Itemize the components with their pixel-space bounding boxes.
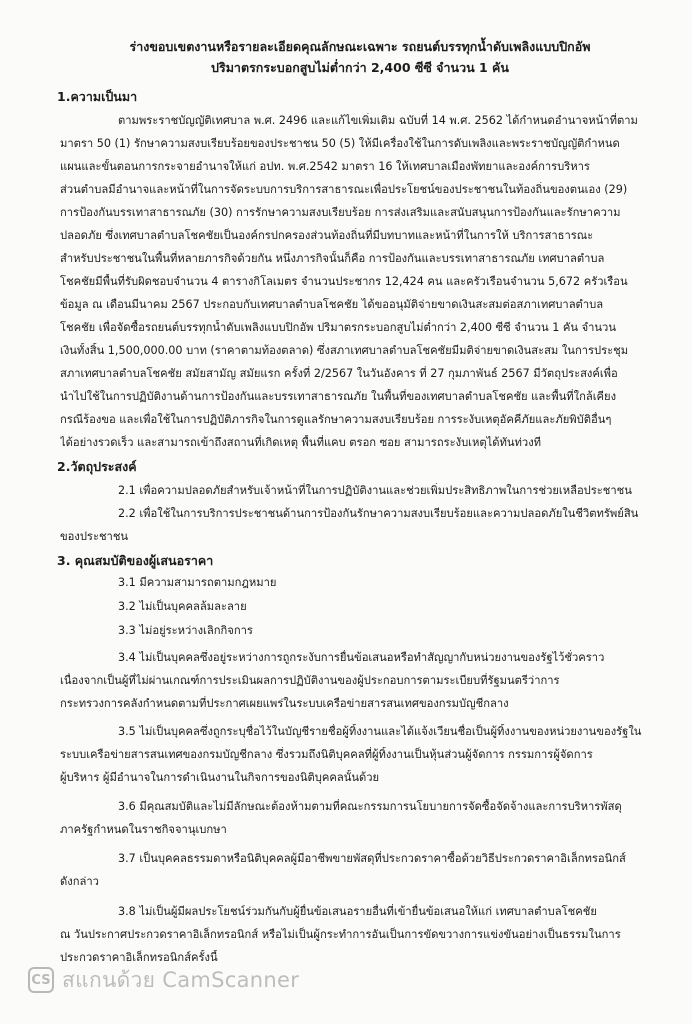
- paragraph-line: โชคชัย เพื่อจัดซื้อรถยนต์บรรทุกน้ำดับเพลิงแบบปิกอัพ ปริมาตรกระบอกสูบไม่ต่ำกว่า 2,400 ซีซี จำนวน 1 คัน จำนวน: [60, 321, 616, 334]
- paragraph-line: สภาเทศบาลตำบลโชคชัย สมัยสามัญ สมัยแรก ครั้งที่ 2/2567 ในวันอังคาร ที่ 27 กุมภาพันธ์ 2567 มีวัตถุประสงค์เพื่อ: [60, 367, 618, 380]
- paragraph-line: ดังกล่าว: [60, 875, 99, 888]
- paragraph-line: ระบบเครือข่ายสารสนเทศของกรมบัญชีกลาง ซึ่งรวมถึงนิติบุคคลที่ผู้ทิ้งงานเป็นหุ้นส่วนผู้จัดการ กรรมการผู้จัดการ: [60, 748, 593, 761]
- paragraph-line: ข้อมูล ณ เดือนมีนาคม 2567 ประกอบกับเทศบาลตำบลโชคชัย ได้ขออนุมัติจ่ายขาดเงินสะสมต่อสภาเทศบาลตำบล: [60, 298, 604, 311]
- camscanner-logo-icon: CS: [28, 967, 54, 993]
- camscanner-watermark: [28, 965, 299, 995]
- list-item: 3.3 ไม่อยู่ระหว่างเลิกกิจการ: [118, 624, 253, 637]
- paragraph-line: มาตรา 50 (1) รักษาความสงบเรียบร้อยของประชาชน 50 (5) ให้มีเครื่องใช้ในการดับเพลิงและพระราชบัญญัติกำหนด: [60, 137, 620, 150]
- paragraph-line: นำไปใช้ในการปฏิบัติงานด้านการป้องกันและบรรเทาสาธารณภัย ในพื้นที่ของเทศบาลตำบลโชคชัย และพื้นที่ใกล้เคียง: [60, 390, 617, 403]
- list-item: 3.1 มีความสามารถตามกฎหมาย: [118, 576, 277, 589]
- paragraph-line: กรณีร้องขอ และเพื่อใช้ในการปฏิบัติภารกิจในการดูแลรักษาความสงบเรียบร้อย การระงับเหตุอัคคีภัยและภัยพิบัติอื่นๆ: [60, 413, 612, 426]
- section-heading-objectives: 2.วัตถุประสงค์: [57, 459, 137, 474]
- paragraph-line: ของประชาชน: [60, 530, 129, 543]
- document-title-line-2: ปริมาตรกระบอกสูบไม่ต่ำกว่า 2,400 ซีซี จำนวน 1 คัน: [211, 60, 509, 75]
- paragraph-line: ผู้บริหาร ผู้มีอำนาจในการดำเนินงานในกิจการของนิติบุคคลนั้นด้วย: [60, 771, 380, 784]
- list-item: 3.4 ไม่เป็นบุคคลซึ่งอยู่ระหว่างการถูกระงับการยื่นข้อเสนอหรือทำสัญญากับหน่วยงานของรัฐไว้ชั่วคราว: [118, 651, 605, 664]
- paragraph-line: 2.1 เพื่อความปลอดภัยสำหรับเจ้าหน้าที่ในการปฏิบัติงานและช่วยเพิ่มประสิทธิภาพในการช่วยเหลือประชาชน: [118, 484, 632, 497]
- paragraph-line: ได้อย่างรวดเร็ว และสามารถเข้าถึงสถานที่เกิดเหตุ พื้นที่แคบ ตรอก ซอย สามารถระงับเหตุได้ทันท่วงที: [60, 436, 542, 449]
- paragraph-line: ภาครัฐกำหนดในราชกิจจานุเบกษา: [60, 823, 227, 836]
- document-title-line-1: ร่างขอบเขตงานหรือรายละเอียดคุณลักษณะเฉพาะ รถยนต์บรรทุกน้ำดับเพลิงแบบปิกอัพ: [129, 39, 591, 54]
- section-heading-qualifications: 3. คุณสมบัติของผู้เสนอราคา: [57, 553, 214, 568]
- paragraph-line: แผนและขั้นตอนการกระจายอำนาจให้แก่ อปท. พ.ศ.2542 มาตรา 16 ให้เทศบาลเมืองพัทยาและองค์การบริหาร: [60, 160, 590, 173]
- list-item: 3.6 มีคุณสมบัติและไม่มีลักษณะต้องห้ามตามที่คณะกรรมการนโยบายการจัดซื้อจัดจ้างและการบริหารพัสดุ: [118, 800, 622, 813]
- list-item: 3.5 ไม่เป็นบุคคลซึ่งถูกระบุชื่อไว้ในบัญชีรายชื่อผู้ทิ้งงานและได้แจ้งเวียนชื่อเป็นผู้ทิ้งงานของหน่วยงานของรัฐใน: [118, 725, 642, 738]
- paragraph-line: 2.2 เพื่อใช้ในการบริการประชาชนด้านการป้องกันรักษาความสงบเรียบร้อยและความปลอดภัยในชีวิตทรัพย์สิน: [118, 507, 639, 520]
- paragraph-line: ณ วันประกาศประกวดราคาอิเล็กทรอนิกส์ หรือไม่เป็นผู้กระทำการอันเป็นการขัดขวางการแข่งขันอย่างเป็นธรรมในการ: [60, 928, 621, 941]
- list-item: 3.7 เป็นบุคคลธรรมดาหรือนิติบุคคลผู้มีอาชีพขายพัสดุที่ประกวดราคาซื้อด้วยวิธีประกวดราคาอิเล็กทรอนิกส์: [118, 852, 626, 865]
- list-item: 3.2 ไม่เป็นบุคคลล้มละลาย: [118, 600, 247, 613]
- paragraph-line: เงินทั้งสิ้น 1,500,000.00 บาท (ราคาตามท้องตลาด) ซึ่งสภาเทศบาลตำบลโชคชัยมีมติจ่ายขาดเงินสะสม ในการประชุม: [60, 344, 629, 357]
- paragraph-line: ปลอดภัย ซึ่งเทศบาลตำบลโชคชัยเป็นองค์กรปกครองส่วนท้องถิ่นที่มีบทบาทและหน้าที่ในการให้ บริการสาธารณะ: [60, 229, 594, 242]
- list-item: 3.8 ไม่เป็นผู้มีผลประโยชน์ร่วมกันกับผู้ยื่นข้อเสนอรายอื่นที่เข้ายื่นข้อเสนอให้แก่ เทศบาลตำบลโชคชัย: [118, 905, 597, 918]
- camscanner-watermark-text: สแกนด้วย CamScanner: [62, 967, 300, 992]
- paragraph-line: กระทรวงการคลังกำหนดตามที่ประกาศเผยแพร่ในระบบเครือข่ายสารสนเทศของกรมบัญชีกลาง: [60, 697, 509, 710]
- paragraph-line: สำหรับประชาชนในพื้นที่หลายภารกิจด้วยกัน หนึ่งภารกิจนั้นก็คือ การป้องกันและบรรเทาสาธารณภัย เทศบาลตำบล: [60, 252, 605, 265]
- section-heading-background: 1.ความเป็นมา: [57, 89, 138, 104]
- paragraph-line: ตามพระราชบัญญัติเทศบาล พ.ศ. 2496 และแก้ไขเพิ่มเติม ฉบับที่ 14 พ.ศ. 2562 ได้กำหนดอำนาจหน้าที่ตาม: [118, 114, 638, 127]
- paragraph-line: การป้องกันบรรเทาสาธารณภัย (30) การรักษาความสงบเรียบร้อย การส่งเสริมและสนับสนุนการป้องกันและรักษาความ: [60, 206, 621, 219]
- paragraph-line: เนื่องจากเป็นผู้ที่ไม่ผ่านเกณฑ์การประเมินผลการปฏิบัติงานของผู้ประกอบการตามระเบียบที่รัฐมนตรีว่าการ: [60, 674, 560, 687]
- paragraph-line: ส่วนตำบลมีอำนาจและหน้าที่ในการจัดระบบการบริการสาธารณะเพื่อประโยชน์ของประชาชนในท้องถิ่นของตนเอง (29): [60, 183, 628, 196]
- paragraph-line: โชคชัยมีพื้นที่รับผิดชอบจำนวน 4 ตารางกิโลเมตร จำนวนประชากร 12,424 คน และครัวเรือนจำนวน 5,672 ครัวเรือน: [60, 275, 628, 288]
- paragraph-line: ประกวดราคาอิเล็กทรอนิกส์ครั้งนี้: [60, 951, 218, 964]
